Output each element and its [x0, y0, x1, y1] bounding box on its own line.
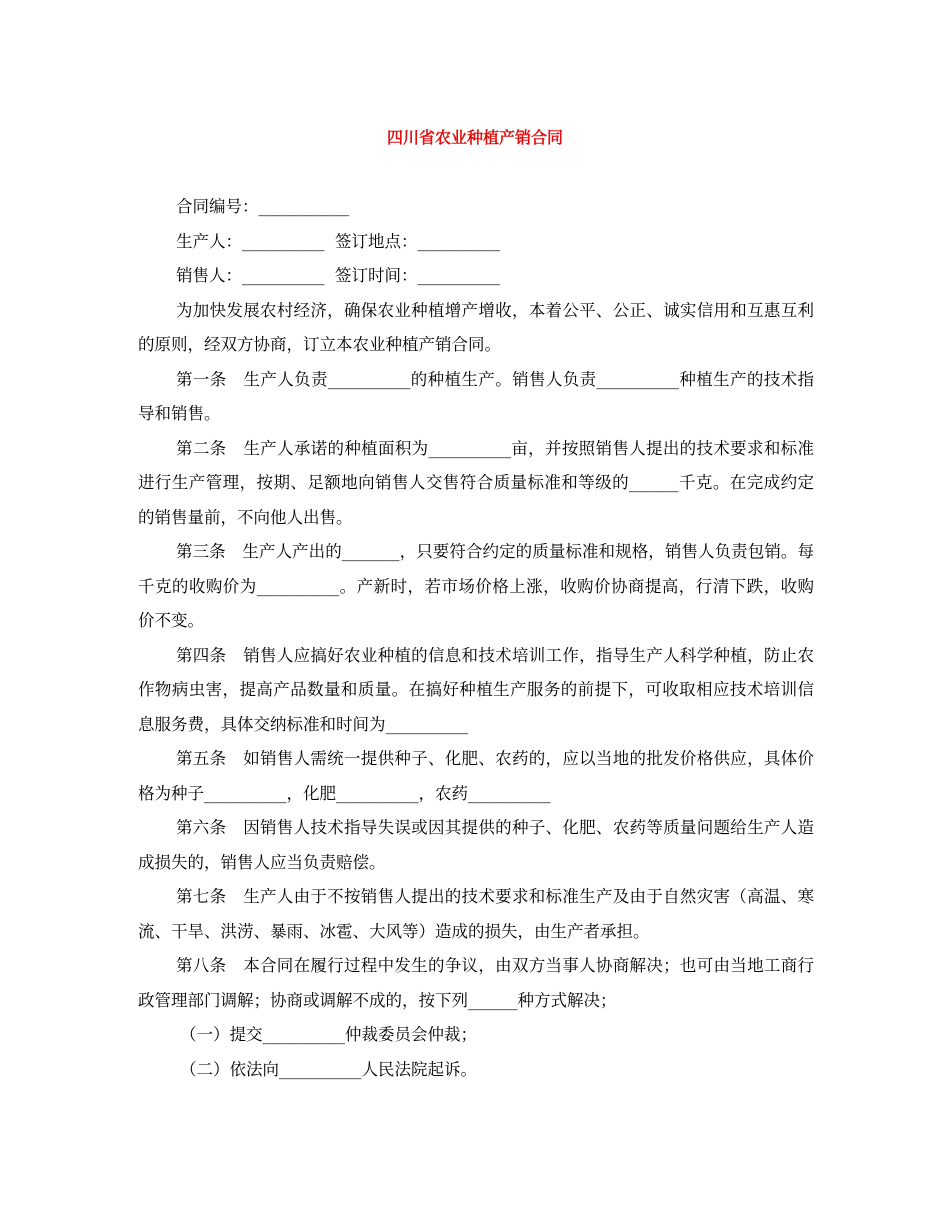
contract-number-field: 合同编号：___________ [176, 197, 350, 216]
dispute-option-court: （二）依法向__________人民法院起诉。 [180, 1059, 477, 1079]
preamble-paragraph: 为加快发展农村经济，确保农业种植增产增收，本着公平、公正、诚实信用和互惠互利的原则，经双方协商，订立本农业种植产销合同。 [138, 300, 814, 354]
article-2: 第二条 生产人承诺的种植面积为__________亩，并按照销售人提出的技术要求和标准进行生产管理，按期、足额地向销售人交售符合质量标准和等级的______千克。在完成约定的销售量前，不向他人出售。 [138, 438, 814, 527]
seller-signing-time-field: 销售人：__________ 签订时间：__________ [176, 266, 500, 285]
article-5: 第五条 如销售人需统一提供种子、化肥、农药的，应以当地的批发价格供应，具体价格为种子__________，化肥__________，农药__________ [138, 749, 814, 803]
document-title: 四川省农业种植产销合同 [386, 128, 563, 147]
article-1: 第一条 生产人负责__________的种植生产。销售人负责__________种植生产的技术指导和销售。 [138, 369, 814, 423]
dispute-option-arbitration: （一）提交__________仲裁委员会仲裁； [180, 1025, 477, 1044]
document-body [138, 190, 814, 1087]
producer-signing-place-field: 生产人：__________ 签订地点：__________ [176, 231, 500, 251]
article-3: 第三条 生产人产出的_______，只要符合约定的质量标准和规格，销售人负责包销。每千克的收购价为__________。产新时，若市场价格上涨，收购价协商提高，行清下跌，收购价不变。 [138, 542, 814, 630]
article-6: 第六条 因销售人技术指导失误或因其提供的种子、化肥、农药等质量问题给生产人造成损失的，销售人应当负责赔偿。 [138, 818, 814, 872]
article-8: 第八条 本合同在履行过程中发生的争议，由双方当事人协商解决；也可由当地工商行政管理部门调解；协商或调解不成的，按下列______种方式解决； [138, 956, 814, 1010]
article-4: 第四条 销售人应搞好农业种植的信息和技术培训工作，指导生产人科学种植，防止农作物病虫害，提高产品数量和质量。在搞好种植生产服务的前提下，可收取相应技术培训信息服务费，具体交纳标准和时间为__________ [138, 645, 814, 734]
article-7: 第七条 生产人由于不按销售人提出的技术要求和标准生产及由于自然灾害（高温、寒流、干旱、洪涝、暴雨、冰雹、大风等）造成的损失，由生产者承担。 [138, 887, 814, 941]
